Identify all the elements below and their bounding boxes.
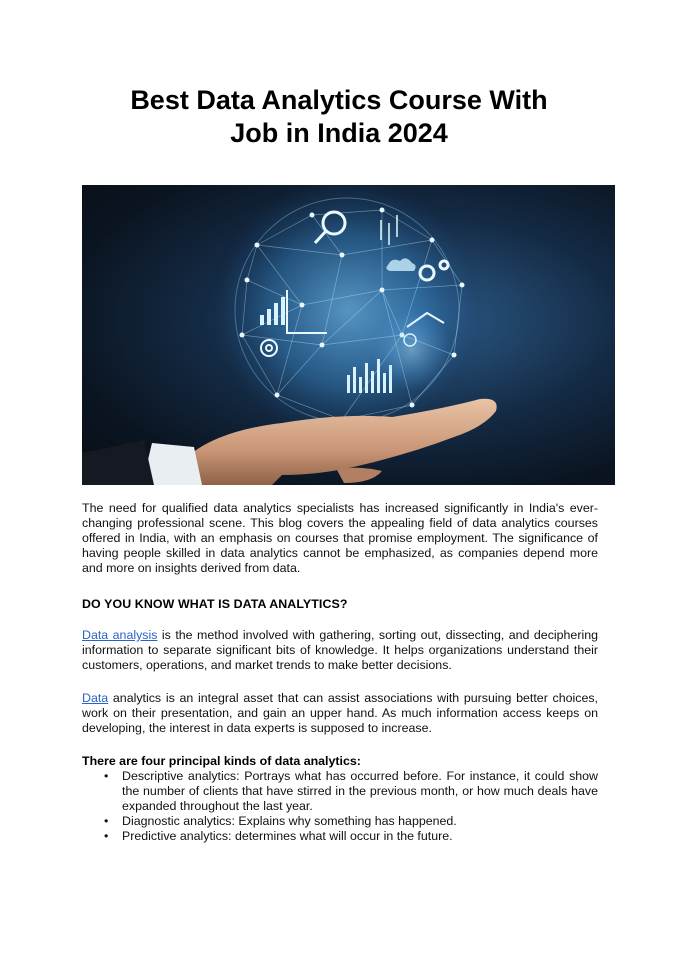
definition-text: is the method involved with gathering, sorting out, dissecting, and deciphering information to separate significant bits of knowledge. It helps organizations understand their customers, operations, and market trends to make better decisions.: [82, 628, 598, 672]
analytics-types-list: [82, 769, 598, 844]
hero-illustration: [82, 185, 615, 485]
definition-paragraph: [82, 628, 598, 673]
bullet-icon: •: [104, 814, 109, 828]
analytics-paragraph: [82, 691, 598, 736]
light-flare: [372, 310, 452, 390]
title-line-2: Job in India 2024: [230, 118, 448, 148]
intro-paragraph: The need for qualified data analytics specialists has increased significantly in India's ever-changing professional scene. This blog covers the appealing field of data analytics courses offered in India, with an emphasis on courses that promise employment. The significance of having people skilled in data analytics cannot be emphasized, as companies depend more and more on insights derived from data.: [82, 501, 598, 575]
list-heading: There are four principal kinds of data analytics:: [82, 754, 361, 768]
list-item-text: Descriptive analytics: Portrays what has occurred before. For instance, it could show the number of clients that have stirred in the previous month, or how much deals have expanded throughout the last year.: [122, 769, 598, 813]
list-item-text: Diagnostic analytics: Explains why something has happened.: [122, 814, 457, 828]
list-item-text: Predictive analytics: determines what will occur in the future.: [122, 829, 453, 843]
document-title: [60, 84, 618, 150]
section-heading: DO YOU KNOW WHAT IS DATA ANALYTICS?: [82, 597, 348, 611]
analytics-text: analytics is an integral asset that can assist associations with pursuing better choices, work on their presentation, and gain an upper hand. As much information access keeps on developing, the interest in data experts is supposed to increase.: [82, 691, 598, 735]
data-link[interactable]: Data: [82, 691, 109, 705]
data-analysis-link[interactable]: Data analysis: [82, 628, 158, 642]
bullet-icon: •: [104, 769, 109, 783]
title-line-1: Best Data Analytics Course With: [130, 85, 548, 115]
hero-image: [82, 185, 615, 485]
list-item: [82, 814, 598, 829]
bullet-icon: •: [104, 829, 109, 843]
list-item: [82, 769, 598, 814]
list-item: [82, 829, 598, 844]
